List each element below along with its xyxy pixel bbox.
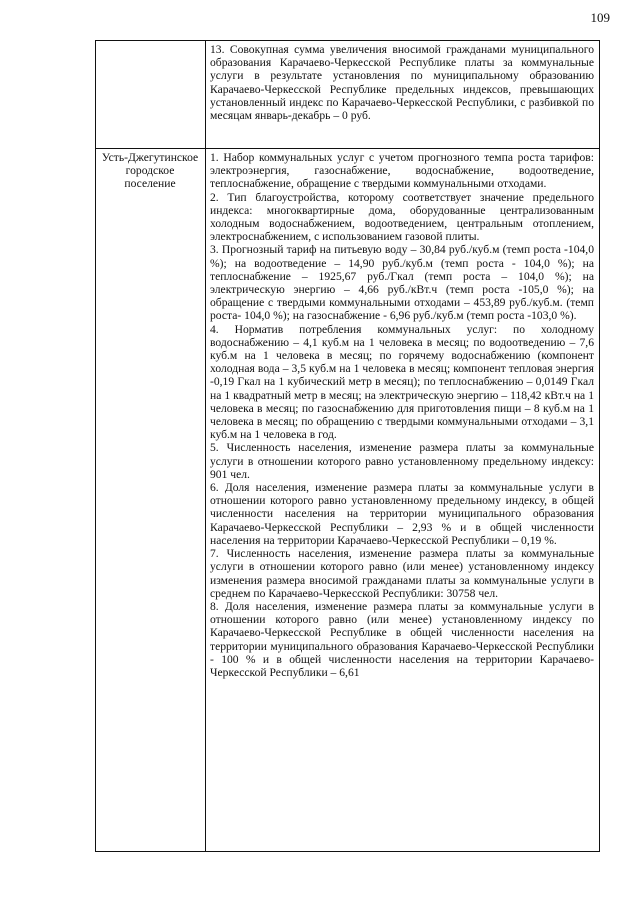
description-cell	[206, 41, 600, 149]
paragraph-6: 6. Доля населения, изменение размера платы за коммунальные услуги в отношении которого равно установленному предельному индексу, в общей численности населения на территории муниципального образования Карачаево-Черкесской Республики – 2,93 % и в общей численности населения на территории Карачаево-Черкесской Республики – 0,19 %.	[210, 481, 594, 547]
table-row-main	[96, 149, 600, 852]
table-row-top	[96, 41, 600, 149]
paragraph-13: 13. Совокупная сумма увеличения вносимой гражданами муниципального образования Карачаево-Черкесской Республике платы за коммунальные услуги в результате установления по муниципальному образованию Карачаево-Черкесской Республике предельных индексов, превышающих установленный индекс по Карачаево-Черкесской Республики, с разбивкой по месяцам январь-декабрь – 0 руб.	[210, 43, 594, 123]
paragraph-8: 8. Доля населения, изменение размера платы за коммунальные услуги в отношении которого равно (или менее) установленному индексу по Карачаево-Черкесской Республике в общей численности населения на территории муниципального образования Карачаево-Черкесской Республики - 100 % и в общей численности населения на территории Карачаево-Черкесской Республики – 6,61	[210, 599, 594, 679]
paragraph-4: 4. Норматив потребления коммунальных услуг: по холодному водоснабжению – 4,1 куб.м на 1 человека в месяц; по водоотведению – 7,6 куб.м на 1 человека в месяц; по горячему водоснабжению (компонент холодная вода – 3,5 куб.м на 1 человека в месяц; компонент тепловая энергия -0,19 Гкал на 1 кубический метр в месяц); по теплоснабжению – 0,0149 Гкал на 1 квадратный метр в месяц; на электрическую энергию – 118,42 кВт.ч на 1 человека в месяц; по газоснабжению для приготовления пищи – 8 куб.м на 1 человека в месяц; по обращению с твердыми коммунальными отходами – 3,1 куб.м на 1 человека в год.	[210, 322, 594, 442]
description-cell	[206, 149, 600, 852]
municipality-cell: Усть-Джегутинское городское поселение	[96, 149, 206, 852]
indices-table	[95, 40, 600, 852]
page-number: 109	[590, 10, 610, 25]
paragraph-1: 1. Набор коммунальных услуг с учетом прогнозного темпа роста тарифов: электроэнергия, газоснабжение, водоснабжение, водоотведение, теплоснабжение, обращение с твердыми коммунальными отходами.	[210, 151, 594, 191]
paragraph-2: 2. Тип благоустройства, которому соответствует значение предельного индекса: многоквартирные дома, оборудованные централизованным холодным водоснабжением, водоотведением, центральным отоплением, электроснабжением, с использованием газовой плиты.	[210, 190, 594, 244]
paragraph-3: 3. Прогнозный тариф на питьевую воду – 30,84 руб./куб.м (темп роста -104,0 %); на водоотведение – 14,90 руб./куб.м (темп роста - 104,0 %); на теплоснабжение – 1925,67 руб./Гкал (темп роста – 104,0 %); на электрическую энергию – 4,66 руб./кВт.ч (темп роста -105,0 %); на обращение с твердыми коммунальными отходами – 453,89 руб./куб.м. (темп роста- 104,0 %); на газоснабжение - 6,96 руб./куб.м (темп роста -103,0 %).	[210, 243, 594, 323]
paragraph-7: 7. Численность населения, изменение размера платы за коммунальные услуги в отношении которого равно (или менее) установленному индексу изменения размера вносимой гражданами платы за коммунальные услуги в среднем по Карачаево-Черкесской Республики: 30758 чел.	[210, 547, 594, 600]
paragraph-5: 5. Численность населения, изменение размера платы за коммунальные услуги в отношении которого равно установленному предельному индексу: 901 чел.	[210, 441, 594, 481]
municipality-cell-empty	[96, 41, 206, 149]
